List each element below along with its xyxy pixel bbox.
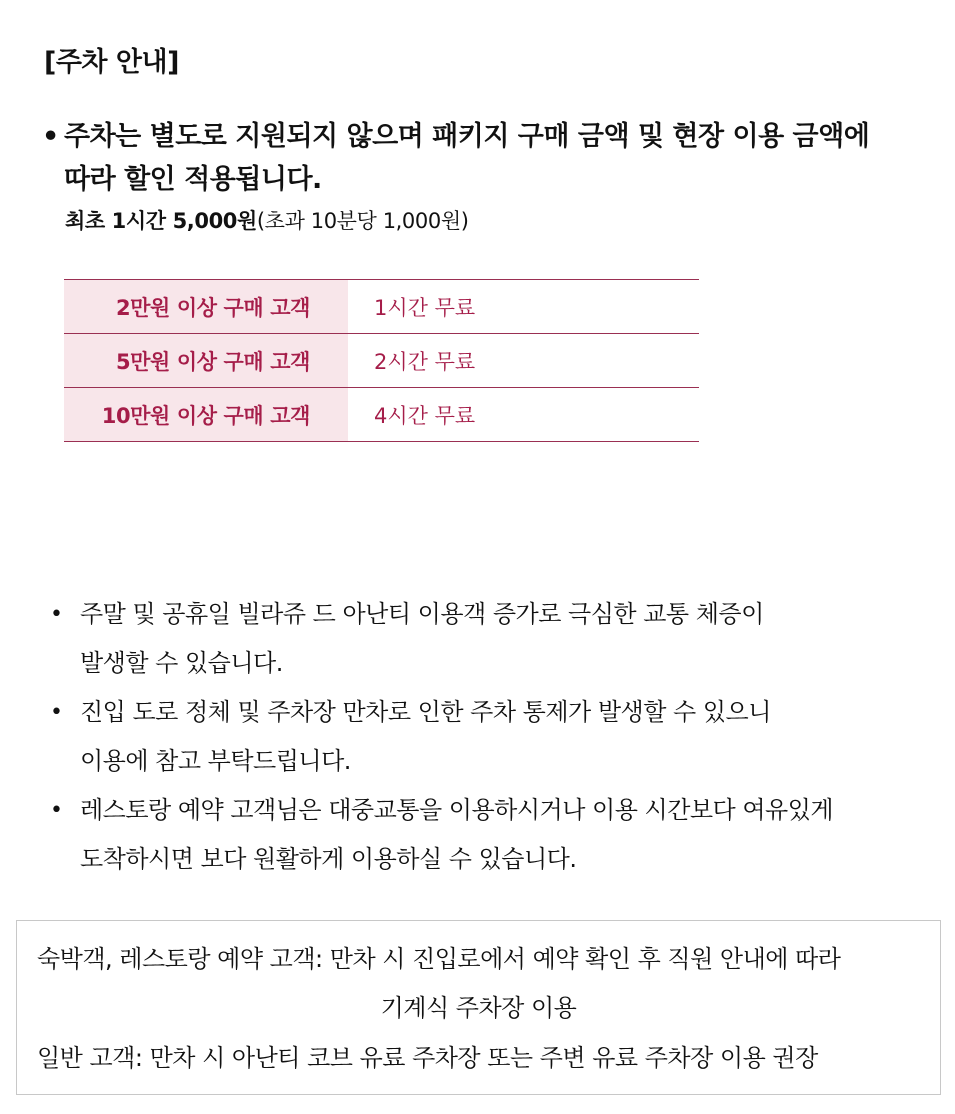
bullet: • (50, 700, 63, 725)
table-row (64, 334, 699, 388)
discount-condition: 5만원 이상 구매 고객 (64, 334, 348, 388)
notice-line-2: 도착하시면 보다 원활하게 이용하실 수 있습니다. (80, 845, 577, 873)
table-row (64, 280, 699, 334)
notice-line-2: 발생할 수 있습니다. (80, 649, 283, 677)
list-item (50, 688, 930, 786)
main-note-line-1: 주차는 별도로 지원되지 않으며 패키지 구매 금액 및 현장 이용 금액에 (64, 121, 870, 152)
main-parking-note (42, 115, 902, 201)
discount-benefit: 1시간 무료 (374, 295, 476, 320)
table-row (64, 388, 699, 442)
main-note-line-2: 따라 할인 적용됩니다. (64, 164, 322, 195)
bullet: • (42, 121, 59, 152)
info-line-1: 숙박객, 레스토랑 예약 고객: 만차 시 진입로에서 예약 확인 후 직원 안내에 따라 (37, 945, 841, 973)
bullet: • (50, 798, 63, 823)
discount-condition: 2만원 이상 구매 고객 (64, 280, 348, 334)
info-line-3: 일반 고객: 만차 시 아난티 코브 유료 주차장 또는 주변 유료 주차장 이용 권장 (37, 1044, 818, 1072)
info-box (16, 920, 941, 1095)
info-line-2: 기계식 주차장 이용 (380, 994, 577, 1022)
notice-line-1: 진입 도로 정체 및 주차장 만차로 인한 주차 통제가 발생할 수 있으니 (80, 698, 771, 726)
discount-benefit: 2시간 무료 (374, 349, 476, 374)
list-item (50, 590, 930, 688)
discount-table (64, 279, 699, 442)
list-item (50, 786, 930, 884)
discount-condition: 10만원 이상 구매 고객 (64, 388, 348, 442)
notice-list (50, 590, 930, 884)
discount-benefit: 4시간 무료 (374, 403, 476, 428)
fee-info (65, 205, 469, 235)
extra-fee: (초과 10분당 1,000원) (256, 209, 469, 233)
notice-line-1: 레스토랑 예약 고객님은 대중교통을 이용하시거나 이용 시간보다 여유있게 (80, 796, 834, 824)
bullet: • (50, 602, 63, 627)
notice-line-1: 주말 및 공휴일 빌라쥬 드 아난티 이용객 증가로 극심한 교통 체증이 (80, 600, 764, 628)
notice-line-2: 이용에 참고 부탁드립니다. (80, 747, 351, 775)
base-fee: 최초 1시간 5,000원 (65, 209, 257, 233)
parking-heading: [주차 안내] (44, 47, 179, 78)
